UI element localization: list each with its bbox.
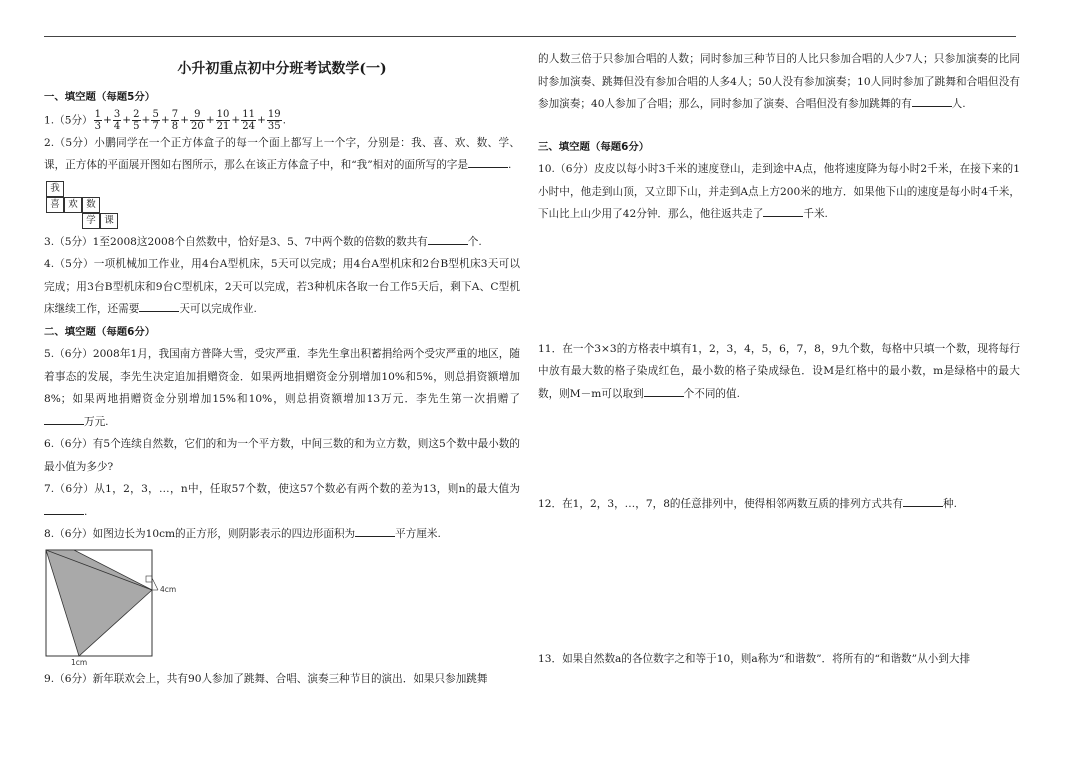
answer-blank[interactable] — [139, 300, 179, 312]
net-cell: 数 — [82, 197, 100, 213]
question-10 — [538, 158, 1020, 226]
fraction-denominator: 24 — [242, 120, 255, 132]
section-heading-3: 三、填空题（每题6分） — [538, 140, 650, 153]
fraction-numerator: 7 — [171, 108, 179, 120]
fraction-denominator: 3 — [94, 120, 102, 132]
question-13 — [538, 648, 1020, 671]
question-2-end: . — [508, 159, 512, 171]
question-11 — [538, 338, 1020, 406]
spacer — [538, 226, 1020, 338]
top-rule — [44, 36, 1016, 37]
fraction-numerator: 1 — [94, 108, 102, 120]
plus-sign: + — [205, 114, 215, 126]
question-11-text: 11．在一个3×3的方格表中填有1，2，3，4，5，6，7，8，9九个数，每格中只填一个数，现将每行中放有最大数的格子染成红色，最小数的格子染成绿色．设M是红格中的最小数，m是绿格中的最大数，则M－m可以取到 — [538, 342, 1020, 400]
net-cell: 学 — [82, 213, 100, 229]
answer-blank[interactable] — [44, 413, 84, 425]
left-column — [44, 52, 520, 690]
question-2 — [44, 132, 520, 177]
question-5-text: 5.（6分）2008年1月，我国南方普降大雪，受灾严重．李先生拿出积蓄捐给两个受灾严重的地区，随着事态的发展，李先生决定追加捐赠资金．如果两地捐赠资金分别增加10%和5%，则总捐资额增加8%；如果两地捐赠资金分别增加15%和10%，则总捐资额增加13万元．李先生第一次捐赠了 — [44, 348, 520, 405]
question-9-cont — [538, 48, 1020, 116]
cube-net-figure — [46, 181, 166, 227]
right-column — [538, 48, 1020, 670]
question-3 — [44, 231, 520, 254]
net-cell: 欢 — [64, 197, 82, 213]
question-12-text: 12．在1，2，3，…，7，8的任意排列中，使得相邻两数互质的排列方式共有 — [538, 498, 903, 510]
question-11-end: 个不同的值. — [683, 387, 740, 400]
fraction-numerator: 2 — [133, 108, 140, 120]
answer-blank[interactable] — [355, 525, 395, 537]
question-8-end: 平方厘米. — [395, 528, 441, 540]
question-10-end: 千米. — [803, 208, 828, 220]
label-4cm: 4cm — [160, 584, 177, 594]
fraction — [267, 109, 282, 132]
fraction-denominator: 8 — [171, 120, 179, 132]
spacer — [538, 116, 1020, 136]
fraction-denominator: 7 — [152, 120, 159, 132]
fraction-sum — [93, 108, 283, 132]
question-4-text: 4.（5分）一项机械加工作业，用4台A型机床，5天可以完成；用4台A型机床和2台B型机床3天可以完成；用3台B型机床和9台C型机床，2天可以完成，若3种机床各取一台工作5天后，剩下A、C型机床继续工作，还需要 — [44, 258, 520, 315]
plus-sign: + — [180, 114, 189, 126]
answer-blank[interactable] — [44, 503, 84, 515]
fraction — [171, 109, 179, 132]
plus-sign: + — [160, 114, 170, 126]
question-1-suffix: . — [282, 114, 286, 126]
question-6 — [44, 433, 520, 478]
fraction-numerator: 10 — [216, 108, 230, 120]
section-heading-2: 二、填空题（每题6分） — [44, 325, 156, 338]
fraction-numerator: 9 — [190, 109, 205, 121]
question-1-prefix: 1.（5分） — [44, 114, 93, 126]
fraction-numerator: 19 — [267, 108, 281, 120]
fraction-denominator: 35 — [267, 120, 281, 132]
net-cell: 喜 — [46, 197, 64, 213]
question-9-start — [44, 668, 520, 691]
fraction-denominator: 20 — [190, 120, 204, 132]
question-7-end: . — [84, 505, 88, 518]
question-3-end: 个. — [467, 235, 482, 248]
question-5 — [44, 343, 520, 433]
question-5-end: 万元. — [84, 415, 109, 428]
square-shaded-figure — [44, 548, 194, 666]
fraction — [216, 109, 231, 132]
fraction-numerator: 3 — [113, 108, 121, 120]
question-10-text: 10.（6分）皮皮以每小时3千米的速度登山，走到途中A点，他将速度降为每小时2千米，在接下来的1小时中，他走到山顶，又立即下山，并走到A点上方200米的地方．如果他下山的速度是每小时4千米，下山比上山少用了42分钟．那么，他往返共走了 — [538, 163, 1020, 220]
question-7-text: 7.（6分）从1，2，3，…，n中，任取57个数，使这57个数必有两个数的差为13，则n的最大值为 — [44, 483, 520, 495]
net-cell: 课 — [100, 213, 118, 229]
question-6-text: 6.（6分）有5个连续自然数，它们的和为一个平方数，中间三数的和为立方数，则这5个数中最小数的最小值为多少? — [44, 438, 520, 473]
fraction — [190, 109, 205, 132]
fraction-numerator: 11 — [242, 108, 255, 120]
question-12-end: 种. — [943, 498, 957, 510]
question-3-text: 3.（5分）1至2008这2008个自然数中，恰好是3、5、7中两个数的倍数的数共有 — [44, 235, 428, 248]
spacer — [538, 405, 1020, 493]
plus-sign: + — [256, 114, 266, 126]
answer-blank[interactable] — [763, 205, 803, 217]
question-7 — [44, 478, 520, 523]
question-8 — [44, 523, 520, 546]
answer-blank[interactable] — [912, 95, 952, 107]
net-cell: 我 — [46, 181, 64, 197]
question-8-text: 8.（6分）如图边长为10cm的正方形，则阴影表示的四边形面积为 — [44, 528, 356, 540]
question-9-text-left: 9.（6分）新年联欢会上，共有90人参加了跳舞、合唱、演奏三种节目的演出．如果只参加跳舞 — [44, 672, 488, 685]
fraction-denominator: 5 — [133, 120, 140, 132]
section-heading-1: 一、填空题（每题5分） — [44, 91, 156, 103]
question-12 — [538, 493, 1020, 516]
fraction-denominator: 21 — [216, 120, 230, 132]
fraction — [113, 109, 121, 132]
page-title: 小升初重点初中分班考试数学(一) — [177, 61, 387, 77]
answer-blank[interactable] — [468, 156, 508, 168]
question-4-end: 天可以完成作业. — [179, 303, 257, 315]
question-2-text: 2.（5分）小鹏同学在一个正方体盒子的每一个面上都写上一个字，分别是：我、喜、欢、数、学、课，正方体的平面展开图如右图所示，那么在该正方体盒子中，和“我”相对的面所写的字是 — [44, 136, 520, 171]
plus-sign: + — [231, 114, 241, 126]
answer-blank[interactable] — [428, 233, 468, 245]
question-9-text-right: 的人数三倍于只参加合唱的人数；同时参加三种节目的人比只参加合唱的人少7人；只参加演奏的比同时参加演奏、跳舞但没有参加合唱的人多4人；50人没有参加演奏；10人同时参加了跳舞和合唱但没有参加演奏；40人参加了合唱；那么，同时参加了演奏、合唱但没有参加跳舞的有 — [538, 53, 1020, 110]
question-13-text: 13．如果自然数a的各位数字之和等于10，则a称为“和谐数”．将所有的“和谐数”从小到大排 — [538, 652, 971, 665]
fraction-numerator: 5 — [152, 108, 159, 120]
fraction — [94, 109, 102, 132]
fraction — [132, 109, 140, 132]
plus-sign: + — [103, 114, 112, 126]
fraction — [241, 109, 256, 132]
fraction-denominator: 4 — [113, 120, 121, 132]
spacer — [538, 516, 1020, 648]
question-1 — [44, 109, 520, 132]
fraction — [151, 109, 159, 132]
question-4 — [44, 253, 520, 321]
square-diagram — [44, 548, 194, 666]
plus-sign: + — [141, 114, 151, 126]
plus-sign: + — [122, 114, 132, 126]
label-1cm: 1cm — [71, 657, 88, 666]
answer-blank[interactable] — [644, 385, 684, 397]
question-9-end: 人. — [951, 98, 966, 110]
answer-blank[interactable] — [903, 495, 943, 507]
